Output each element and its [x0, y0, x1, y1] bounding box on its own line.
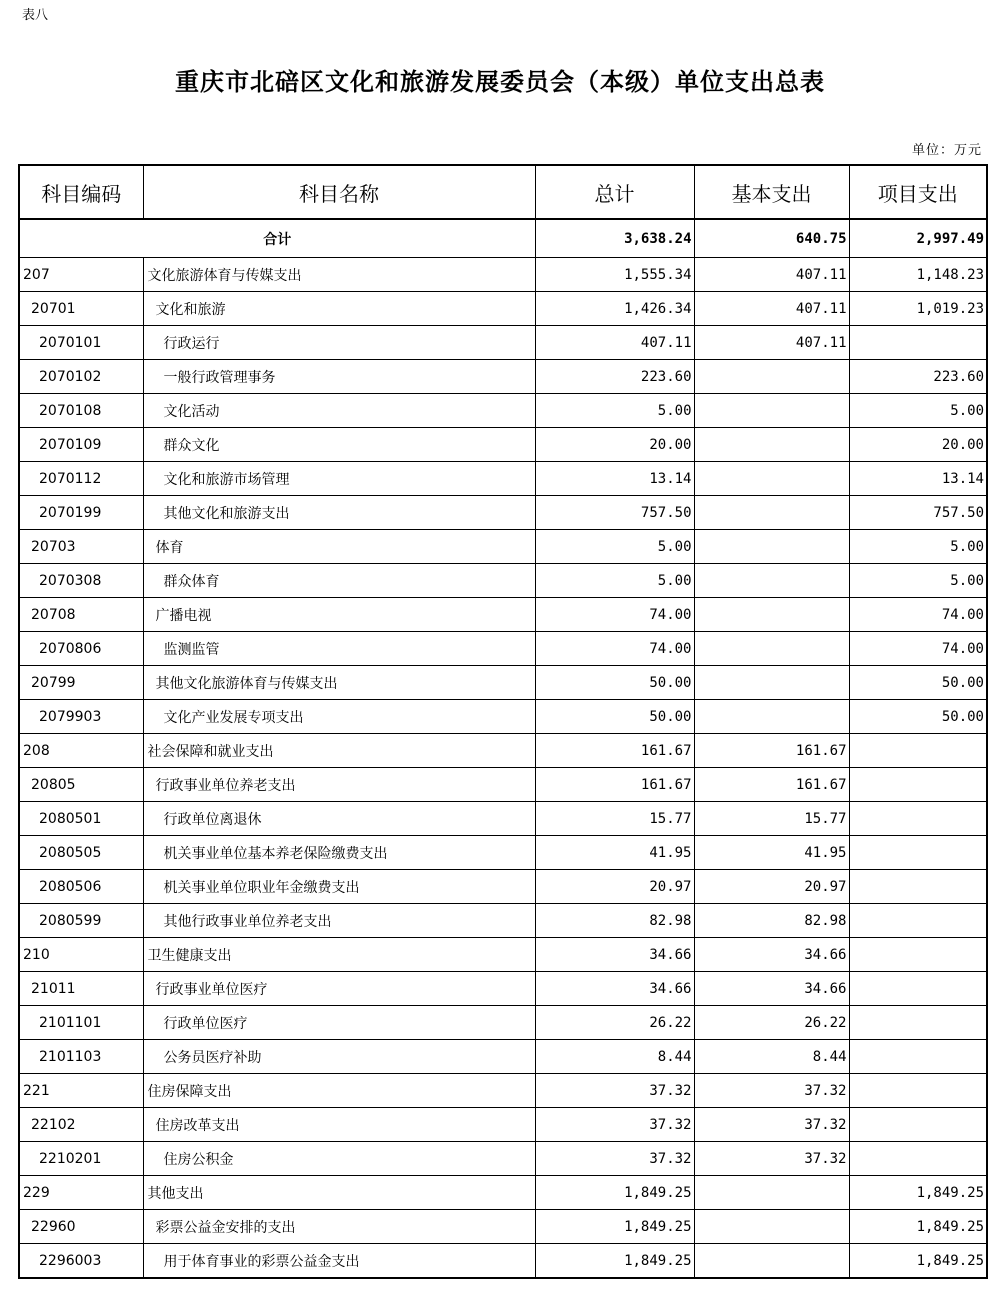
row-name: 一般行政管理事务	[143, 360, 535, 394]
row-project: 1,019.23	[849, 292, 987, 326]
row-code: 20708	[19, 598, 143, 632]
row-name: 群众体育	[143, 564, 535, 598]
row-code: 2101101	[19, 1006, 143, 1040]
row-name: 用于体育事业的彩票公益金支出	[143, 1244, 535, 1279]
row-project	[849, 1040, 987, 1074]
row-name: 彩票公益金安排的支出	[143, 1210, 535, 1244]
table-row	[19, 802, 987, 836]
row-basic: 15.77	[694, 802, 849, 836]
row-project: 1,849.25	[849, 1210, 987, 1244]
row-project: 223.60	[849, 360, 987, 394]
header-project: 项目支出	[849, 165, 987, 219]
table-row	[19, 666, 987, 700]
table-row	[19, 632, 987, 666]
row-project: 13.14	[849, 462, 987, 496]
row-total: 1,849.25	[535, 1244, 694, 1279]
table-row	[19, 768, 987, 802]
table-row	[19, 836, 987, 870]
table-row	[19, 360, 987, 394]
row-code: 2080501	[19, 802, 143, 836]
row-basic: 26.22	[694, 1006, 849, 1040]
row-basic	[694, 428, 849, 462]
row-total: 161.67	[535, 768, 694, 802]
row-total: 26.22	[535, 1006, 694, 1040]
row-name: 公务员医疗补助	[143, 1040, 535, 1074]
row-total: 757.50	[535, 496, 694, 530]
table-row	[19, 1108, 987, 1142]
table-row	[19, 1244, 987, 1279]
row-basic	[694, 700, 849, 734]
row-project: 5.00	[849, 564, 987, 598]
row-project: 74.00	[849, 598, 987, 632]
row-total: 407.11	[535, 326, 694, 360]
table-row	[19, 700, 987, 734]
row-name: 行政单位离退休	[143, 802, 535, 836]
row-total: 37.32	[535, 1108, 694, 1142]
row-name: 机关事业单位职业年金缴费支出	[143, 870, 535, 904]
row-code: 20703	[19, 530, 143, 564]
table-row	[19, 1210, 987, 1244]
row-total: 41.95	[535, 836, 694, 870]
row-code: 2296003	[19, 1244, 143, 1279]
row-total: 1,426.34	[535, 292, 694, 326]
row-name: 监测监管	[143, 632, 535, 666]
expenditure-table	[18, 164, 988, 1279]
row-code: 210	[19, 938, 143, 972]
total-sum: 3,638.24	[535, 219, 694, 258]
row-code: 207	[19, 258, 143, 292]
row-basic	[694, 1176, 849, 1210]
row-name: 文化和旅游市场管理	[143, 462, 535, 496]
row-name: 文化和旅游	[143, 292, 535, 326]
row-name: 社会保障和就业支出	[143, 734, 535, 768]
row-code: 2070108	[19, 394, 143, 428]
row-project: 1,849.25	[849, 1244, 987, 1279]
row-basic: 34.66	[694, 938, 849, 972]
row-total: 161.67	[535, 734, 694, 768]
row-basic: 37.32	[694, 1142, 849, 1176]
row-name: 住房保障支出	[143, 1074, 535, 1108]
header-code: 科目编码	[19, 165, 143, 219]
table-row	[19, 496, 987, 530]
row-code: 2080505	[19, 836, 143, 870]
total-project: 2,997.49	[849, 219, 987, 258]
row-total: 50.00	[535, 666, 694, 700]
row-basic: 407.11	[694, 258, 849, 292]
row-basic	[694, 1210, 849, 1244]
row-code: 2080506	[19, 870, 143, 904]
row-code: 2070102	[19, 360, 143, 394]
table-row	[19, 938, 987, 972]
table-row	[19, 1006, 987, 1040]
row-name: 文化旅游体育与传媒支出	[143, 258, 535, 292]
header-name: 科目名称	[143, 165, 535, 219]
row-total: 13.14	[535, 462, 694, 496]
table-row	[19, 258, 987, 292]
row-name: 群众文化	[143, 428, 535, 462]
header-row	[19, 165, 987, 219]
row-total: 20.97	[535, 870, 694, 904]
row-code: 2080599	[19, 904, 143, 938]
row-project	[849, 768, 987, 802]
row-basic	[694, 598, 849, 632]
table-row	[19, 462, 987, 496]
row-project	[849, 836, 987, 870]
row-project	[849, 1006, 987, 1040]
table-row	[19, 1040, 987, 1074]
row-code: 221	[19, 1074, 143, 1108]
row-project: 1,849.25	[849, 1176, 987, 1210]
row-total: 34.66	[535, 938, 694, 972]
row-name: 行政运行	[143, 326, 535, 360]
row-code: 2079903	[19, 700, 143, 734]
row-basic: 37.32	[694, 1108, 849, 1142]
row-total: 34.66	[535, 972, 694, 1006]
row-project	[849, 802, 987, 836]
row-project	[849, 1108, 987, 1142]
table-row	[19, 1074, 987, 1108]
row-total: 5.00	[535, 394, 694, 428]
row-basic: 161.67	[694, 734, 849, 768]
row-name: 行政事业单位养老支出	[143, 768, 535, 802]
row-code: 22960	[19, 1210, 143, 1244]
row-code: 2210201	[19, 1142, 143, 1176]
row-code: 2070101	[19, 326, 143, 360]
row-code: 229	[19, 1176, 143, 1210]
table-row	[19, 1142, 987, 1176]
table-row	[19, 326, 987, 360]
row-code: 2070199	[19, 496, 143, 530]
row-name: 其他行政事业单位养老支出	[143, 904, 535, 938]
row-basic	[694, 632, 849, 666]
row-basic	[694, 462, 849, 496]
row-basic: 407.11	[694, 292, 849, 326]
row-basic: 82.98	[694, 904, 849, 938]
row-name: 行政事业单位医疗	[143, 972, 535, 1006]
row-name: 其他文化和旅游支出	[143, 496, 535, 530]
row-total: 1,849.25	[535, 1176, 694, 1210]
row-code: 21011	[19, 972, 143, 1006]
row-code: 2070308	[19, 564, 143, 598]
row-project: 50.00	[849, 666, 987, 700]
row-basic	[694, 1244, 849, 1279]
row-code: 22102	[19, 1108, 143, 1142]
row-code: 208	[19, 734, 143, 768]
row-project	[849, 870, 987, 904]
row-name: 行政单位医疗	[143, 1006, 535, 1040]
row-total: 8.44	[535, 1040, 694, 1074]
total-basic: 640.75	[694, 219, 849, 258]
row-name: 住房公积金	[143, 1142, 535, 1176]
table-row	[19, 1176, 987, 1210]
row-code: 2070112	[19, 462, 143, 496]
row-code: 2070806	[19, 632, 143, 666]
row-total: 1,555.34	[535, 258, 694, 292]
table-row	[19, 428, 987, 462]
table-row	[19, 734, 987, 768]
row-project	[849, 972, 987, 1006]
total-label: 合计	[19, 219, 535, 258]
row-total: 1,849.25	[535, 1210, 694, 1244]
unit-label: 单位：万元	[911, 143, 982, 158]
row-total: 37.32	[535, 1142, 694, 1176]
row-basic: 161.67	[694, 768, 849, 802]
row-total: 5.00	[535, 530, 694, 564]
header-total: 总计	[535, 165, 694, 219]
row-code: 20701	[19, 292, 143, 326]
row-name: 其他支出	[143, 1176, 535, 1210]
row-total: 5.00	[535, 564, 694, 598]
row-project	[849, 904, 987, 938]
row-name: 文化活动	[143, 394, 535, 428]
row-basic: 8.44	[694, 1040, 849, 1074]
row-total: 223.60	[535, 360, 694, 394]
row-total: 15.77	[535, 802, 694, 836]
row-project: 20.00	[849, 428, 987, 462]
row-basic	[694, 394, 849, 428]
row-name: 文化产业发展专项支出	[143, 700, 535, 734]
row-name: 卫生健康支出	[143, 938, 535, 972]
row-project: 5.00	[849, 530, 987, 564]
row-name: 住房改革支出	[143, 1108, 535, 1142]
table-row	[19, 598, 987, 632]
row-name: 体育	[143, 530, 535, 564]
row-basic: 407.11	[694, 326, 849, 360]
row-basic: 20.97	[694, 870, 849, 904]
row-total: 82.98	[535, 904, 694, 938]
row-name: 广播电视	[143, 598, 535, 632]
header-basic: 基本支出	[694, 165, 849, 219]
row-total: 74.00	[535, 598, 694, 632]
table-row	[19, 972, 987, 1006]
row-code: 2070109	[19, 428, 143, 462]
row-name: 机关事业单位基本养老保险缴费支出	[143, 836, 535, 870]
table-row	[19, 530, 987, 564]
row-total: 74.00	[535, 632, 694, 666]
row-code: 2101103	[19, 1040, 143, 1074]
row-name: 其他文化旅游体育与传媒支出	[143, 666, 535, 700]
row-total: 37.32	[535, 1074, 694, 1108]
row-basic: 34.66	[694, 972, 849, 1006]
table-row	[19, 394, 987, 428]
row-basic: 41.95	[694, 836, 849, 870]
row-total: 50.00	[535, 700, 694, 734]
table-row	[19, 564, 987, 598]
table-body	[19, 219, 987, 1278]
row-project	[849, 938, 987, 972]
table-number-tag: 表八	[22, 8, 49, 23]
table-row	[19, 292, 987, 326]
total-row	[19, 219, 987, 258]
row-project	[849, 1142, 987, 1176]
row-project: 50.00	[849, 700, 987, 734]
table-row	[19, 904, 987, 938]
row-basic	[694, 530, 849, 564]
row-basic	[694, 666, 849, 700]
table-row	[19, 870, 987, 904]
row-basic: 37.32	[694, 1074, 849, 1108]
row-project	[849, 1074, 987, 1108]
row-project: 1,148.23	[849, 258, 987, 292]
row-basic	[694, 564, 849, 598]
row-project	[849, 734, 987, 768]
row-project: 74.00	[849, 632, 987, 666]
row-code: 20799	[19, 666, 143, 700]
row-basic	[694, 360, 849, 394]
row-project: 757.50	[849, 496, 987, 530]
row-total: 20.00	[535, 428, 694, 462]
page-title: 重庆市北碚区文化和旅游发展委员会（本级）单位支出总表	[175, 68, 825, 96]
row-project	[849, 326, 987, 360]
row-code: 20805	[19, 768, 143, 802]
row-basic	[694, 496, 849, 530]
row-project: 5.00	[849, 394, 987, 428]
